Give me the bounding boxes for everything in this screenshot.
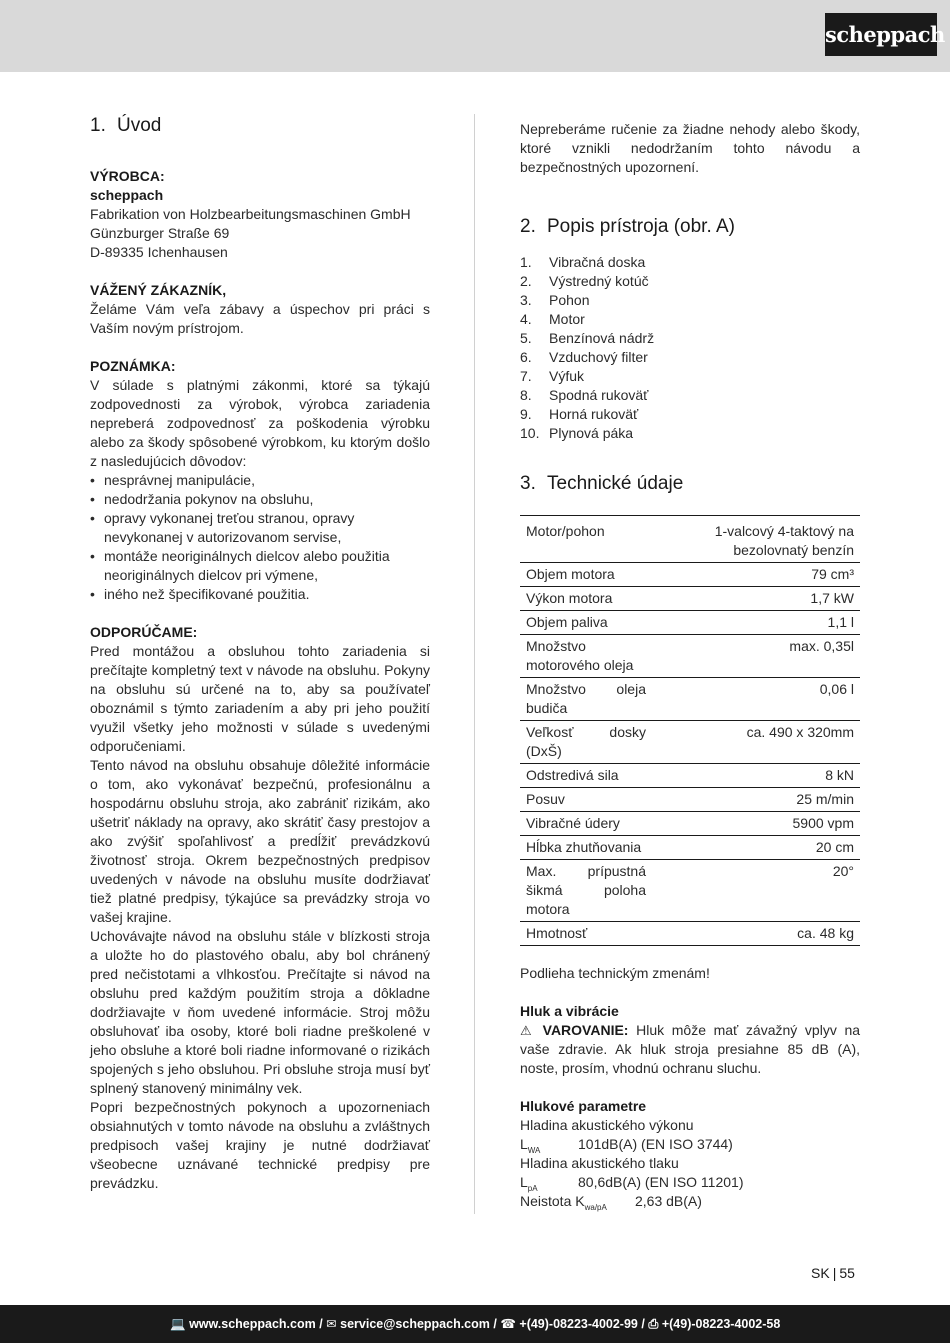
table-row: Vibračné údery 5900 vpm xyxy=(520,812,860,836)
list-item: 7. Výfuk xyxy=(520,368,585,384)
scheppach-logo: scheppach xyxy=(825,13,937,56)
lwa-row: $L_{WA}$ 101dB(A) (EN ISO 3744) xyxy=(520,1136,733,1155)
manufacturer-label: VÝROBCA: xyxy=(90,168,165,184)
list-item: • iného než špecifikované použitia. xyxy=(90,585,430,604)
parts-list xyxy=(520,253,860,443)
manufacturer-name: scheppach xyxy=(90,187,164,203)
list-item: 4. Motor xyxy=(520,311,585,327)
table-row: Hmotnosť ca. 48 kg xyxy=(520,922,860,946)
note-label: POZNÁMKA: xyxy=(90,358,176,374)
list-item: 8. Spodná rukoväť xyxy=(520,387,649,403)
section-3-title: 3. Technické údaje xyxy=(520,473,684,494)
table-row: Objem paliva 1,1 l xyxy=(520,611,860,635)
table-row: Výkon motora 1,7 kW xyxy=(520,587,860,611)
list-item: • montáže neoriginálnych dielcov alebo použitia neoriginálnych dielcov pri výmene, xyxy=(90,547,430,585)
noise-vibration-title: Hluk a vibrácie xyxy=(520,1003,619,1019)
noise-params-title: Hlukové parametre xyxy=(520,1098,647,1114)
fax-icon: ⎙ xyxy=(648,1317,659,1331)
customer-text: Želáme Vám veľa zábavy a úspechov pri práci s Vaším novým prístrojom. xyxy=(90,301,430,336)
list-item: 2. Výstredný kotúč xyxy=(520,273,649,289)
recommend-paragraph: Tento návod na obsluhu obsahuje dôležité informácie o tom, ako vykonávať bezpečnú, profesionálnu a hospodárnu obsluhu stroja, ako zabrániť rizikám, ako ušetriť náklady na opravy, ako skrátiť časy prestojov a ako zvýšiť spoľahlivosť a predĺžiť prevádzkovú životnosť stroja. Okrem bezpečnostných predpisov uvedených v návode na obsluhu musíte dodržiavať tiež platné predpisy, týkajúce sa prevádzky stroja vo vašej krajine. xyxy=(90,757,430,925)
table-row: Hĺbka zhutňovania 20 cm xyxy=(520,836,860,860)
list-item: 9. Horná rukoväť xyxy=(520,406,639,422)
uncertainty-row: Neistota $K_{wa/pA}$ 2,63 dB(A) xyxy=(520,1193,702,1212)
sound-power-label: Hladina akustického výkonu xyxy=(520,1117,694,1133)
warning-icon: ⚠ xyxy=(520,1023,532,1038)
customer-label: VÁŽENÝ ZÁKAZNÍK, xyxy=(90,282,227,298)
table-row: Objem motora 79 cm³ xyxy=(520,563,860,587)
recommend-paragraph: Popri bezpečnostných pokynoch a upozorneniach obsiahnutých v tomto návode na obsluhu a zvláštnych predpisoch vašej krajiny je nutné dodržiavať všeobecne uznávané technické predpisy pre prevádzku. xyxy=(90,1099,430,1191)
mail-icon: ✉ xyxy=(326,1317,337,1331)
table-row: Odstredivá sila 8 kN xyxy=(520,764,860,788)
column-divider xyxy=(474,114,475,1214)
list-item: • nesprávnej manipulácie, xyxy=(90,471,430,490)
list-item: 6. Vzduchový filter xyxy=(520,349,648,365)
list-item: 5. Benzínová nádrž xyxy=(520,330,655,346)
phone-icon: ☎ xyxy=(500,1317,516,1331)
manufacturer-city: D-89335 Ichenhausen xyxy=(90,244,228,260)
table-row: Množstvo oleja budiča 0,06 l xyxy=(520,678,860,721)
list-item: 3. Pohon xyxy=(520,292,590,308)
table-row: Veľkosť dosky (DxŠ) ca. 490 x 320mm xyxy=(520,721,860,764)
table-row: Množstvo motorového oleja max. 0,35l xyxy=(520,635,860,678)
fax-number: +(49)-08223-4002-58 xyxy=(661,1317,781,1331)
manufacturer-street: Günzburger Straße 69 xyxy=(90,225,230,241)
recommend-paragraph: Uchovávajte návod na obsluhu stále v blízkosti stroja a uložte ho do plastového obalu, aby bol chránený pred nečistotami a vlhkosťou. Prečítajte si návod na obsluhu pred každým použitím stroja a dôkladne dodržiavajte v ňom uvedené informácie. Stroj môžu obsluhovať iba osoby, ktoré boli riadne preškolené v jeho obsluhe a ktoré boli riadne informované o rizikách spojených s jeho obsluhou. Pri obsluhe stroja musí byť splnený stanovený minimálny vek. xyxy=(90,928,430,1096)
phone-number: +(49)-08223-4002-99 xyxy=(519,1317,638,1331)
table-row: Posuv 25 m/min xyxy=(520,788,860,812)
table-row: Max. prípustná šikmá poloha motora 20° xyxy=(520,860,860,922)
list-item: 10. Plynová páka xyxy=(520,425,634,441)
manufacturer-company: Fabrikation von Holzbearbeitungsmaschinen GmbH xyxy=(90,206,411,222)
email-link[interactable]: service@scheppach.com xyxy=(340,1317,490,1331)
list-item: 1. Vibračná doska xyxy=(520,254,646,270)
liability-text: Nepreberáme ručenie za žiadne nehody alebo škody, ktoré vznikli nedodržaním tohto návodu a bezpečnostných upozornení. xyxy=(520,121,860,175)
list-item: • opravy vykonanej treťou stranou, opravy nevykonanej v autorizovanom servise, xyxy=(90,509,430,547)
technical-changes-note: Podlieha technickým zmenám! xyxy=(520,965,710,981)
section-1-title: 1. Úvod xyxy=(90,115,162,136)
recommend-paragraph: Pred montážou a obsluhou tohto zariadenia si prečítajte kompletný text v návode na obsluhu. Pokyny na obsluhu sú určené na to, aby sa používateľ oboznámil s týmto zariadením a aby pri jeho použití využil všetky jeho možnosti v súlade s uvedenými odporučeniami. xyxy=(90,643,430,754)
lpa-row: $L_{pA}$ 80,6dB(A) (EN ISO 11201) xyxy=(520,1174,744,1193)
note-text: V súlade s platnými zákonmi, ktoré sa týkajú zodpovednosti za výrobok, výrobca zariadenia nepreberá zodpovednosť za poškodenia výrobku alebo za škody spôsobené výrobkom, ku ktorým došlo z nasledujúcich dôvodov: xyxy=(90,377,430,469)
note-bullet-list xyxy=(90,471,430,604)
top-band xyxy=(0,0,950,72)
spec-table xyxy=(520,515,860,946)
noise-warning: ⚠ VAROVANIE: Hluk môže mať závažný vplyv na vaše zdravie. Ak hluk stroja presiahne 85 dB (A), noste, prosím, vhodnú ochranu sluchu. xyxy=(520,1022,861,1076)
footer-contact-bar: 💻 www.scheppach.com / ✉ service@scheppach.com / ☎ +(49)-08223-4002-99 / ⎙ +(49)-08223-4002-58 xyxy=(0,1305,950,1343)
list-item: • nedodržania pokynov na obsluhu, xyxy=(90,490,430,509)
recommend-label: ODPORÚČAME: xyxy=(90,624,198,640)
sound-pressure-label: Hladina akustického tlaku xyxy=(520,1155,679,1171)
website-link[interactable]: www.scheppach.com xyxy=(189,1317,316,1331)
monitor-icon: 💻 xyxy=(170,1317,186,1331)
table-row: Motor/pohon 1-valcový 4-taktový na bezolovnatý benzín xyxy=(520,516,860,563)
right-column xyxy=(520,114,860,1211)
left-column xyxy=(90,114,430,1193)
section-2-title: 2. Popis prístroja (obr. A) xyxy=(520,216,735,237)
page-number: SK | 55 xyxy=(811,1265,855,1281)
